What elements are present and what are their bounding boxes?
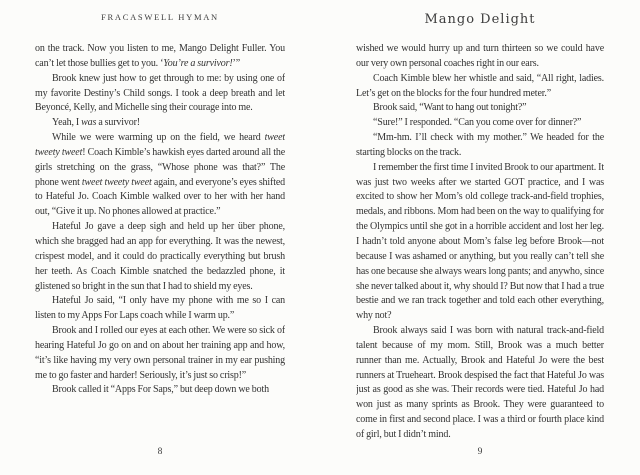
text-run: Brook always said I was born with natural track-and-field talent because of my mom. Still, Brook was a much better runner than me. Actually, Brook and Hateful Jo were the best runners at Trueheart. Brook despised the fact that Hateful Jo was just as good as she was. Their records were tied. Hateful Jo had won just as many sprints as Brook. They were guaranteed to come in first and second place. I was a third or fourth place kind of girl, but I didn’t mind.	[356, 325, 604, 440]
paragraph	[356, 324, 604, 443]
paragraph	[356, 161, 604, 324]
paragraph	[35, 324, 285, 383]
text-run: Brook said, “Want to hang out tonight?”	[373, 102, 527, 114]
italic-text-run: was	[81, 117, 97, 129]
paragraph	[35, 72, 285, 117]
paragraph	[35, 220, 285, 294]
right-page-text-block	[356, 42, 604, 447]
text-run: Yeah, I	[52, 117, 82, 129]
paragraph	[35, 42, 285, 72]
paragraph	[35, 294, 285, 324]
text-run: Brook called it “Apps For Saps,” but deep down we both	[52, 384, 269, 396]
italic-text-run: tweet tweety tweet	[81, 176, 152, 188]
page-number: 8	[157, 447, 163, 457]
paragraph	[35, 383, 285, 398]
text-run: ! Coach Kimble’s hawkish eyes darted around all the girls stretching on the grass, “Whose phone was that?” The phone went	[35, 146, 285, 188]
left-page-text-block	[35, 42, 285, 447]
text-run: ’”	[232, 57, 241, 69]
text-run: While we were warming up on the field, we heard	[52, 132, 265, 144]
left-page	[35, 0, 285, 475]
text-run: Hateful Jo gave a deep sigh and held up her über phone, which she bragged had an app for everything. It was the newest, crispest model, and it could do practically everything but brush her teeth. As Coach Kimble snatched the bedazzled phone, it glistened so bright in the sun that I had to shield my eyes.	[35, 221, 285, 292]
italic-text-run: tweet tweety tweet	[35, 132, 285, 158]
running-header-author: FRACASWELL HYMAN	[101, 12, 219, 22]
paragraph	[356, 42, 604, 72]
paragraph	[356, 101, 604, 116]
text-run: a survivor!	[96, 117, 140, 129]
running-header-title: Mango Delight	[424, 12, 536, 27]
page-number: 9	[477, 447, 483, 457]
text-run: wished we would hurry up and turn thirteen so we could have our very own personal coaches right in our ears.	[356, 43, 604, 69]
text-run: again, and everyone’s eyes shifted to Hateful Jo. Coach Kimble walked over to her with her hand out, “Give it up. No phones allowed at practice.”	[35, 176, 285, 218]
paragraph	[356, 72, 604, 102]
text-run: Brook knew just how to get through to me: by using one of my favorite Destiny’s Child songs. I took a deep breath and let Beyoncé, Kelly, and Michelle sing their courage into me.	[35, 72, 285, 114]
paragraph	[35, 131, 285, 220]
right-page	[356, 0, 604, 475]
text-run: I remember the first time I invited Brook to our apartment. It was just two weeks after we started GOT practice, and I was excited to show her Mom’s old college track-and-field trophies, medals, and ribbons. Mom had been on the way to qualifying for the Olympics until she got in a horrible accident and lost her leg. I hadn’t told anyone about Mom’s false leg before Brook—not because I was ashamed or anything, but you really can’t tell she has one because she always wears long pants; and anywho, since she never talked about it, why should I? But now that I had a true bestie and we ran track together and told each other everything, why not?	[356, 161, 604, 322]
text-run: “Mm-hm. I’ll check with my mother.” We headed for the starting blocks on the track.	[356, 132, 604, 158]
text-run: Coach Kimble blew her whistle and said, “All right, ladies. Let’s get on the blocks for the four hundred meter.”	[356, 72, 604, 99]
text-run: “Sure!” I responded. “Can you come over for dinner?”	[373, 117, 582, 129]
paragraph	[356, 131, 604, 161]
paragraph	[35, 116, 285, 131]
paragraph	[356, 116, 604, 131]
italic-text-run: You’re a survivor!	[163, 57, 233, 69]
text-run: Hateful Jo said, “I only have my phone with me so I can listen to my Apps For Laps coach while I warm up.”	[35, 295, 285, 322]
text-run: on the track. Now you listen to me, Mango Delight Fuller. You can’t let those bullies get to you. ‘	[35, 43, 285, 69]
text-run: Brook and I rolled our eyes at each other. We were so sick of hearing Hateful Jo go on and on about her training app and how, “it’s like having my very own personal trainer in my ear pushing me to go faster and harder! Seriously, it’s just so crisp!”	[35, 325, 285, 381]
